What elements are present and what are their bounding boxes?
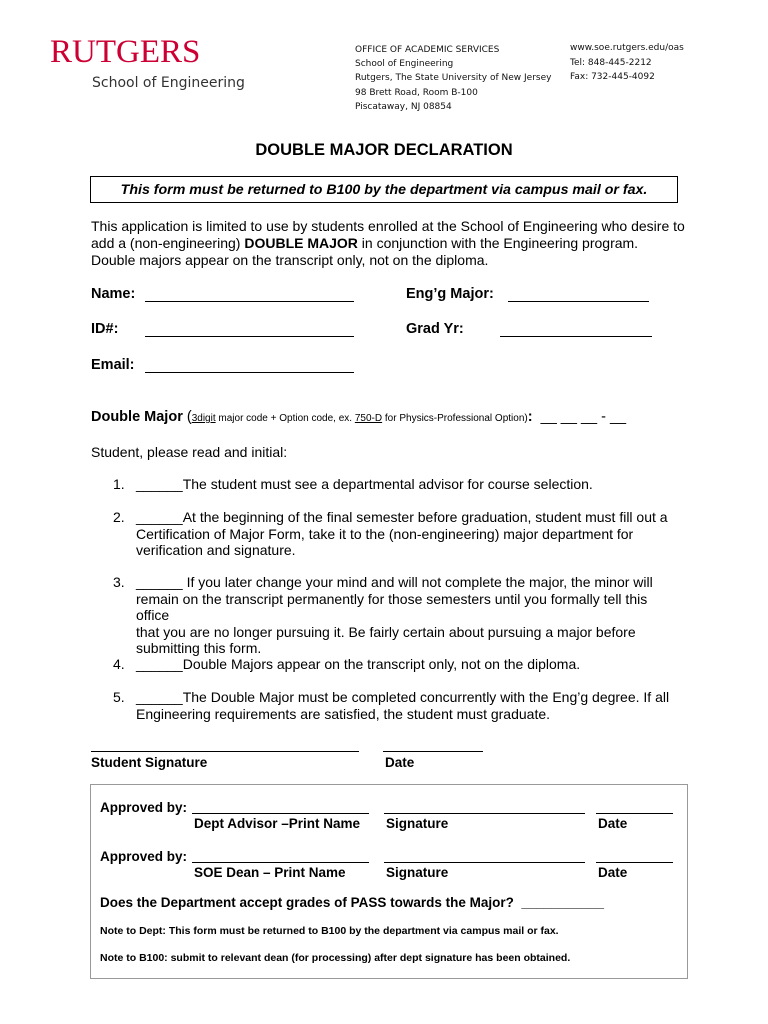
grad-yr-field[interactable]	[500, 336, 652, 337]
item-number: 4.	[113, 656, 125, 672]
date-label: Date	[598, 865, 628, 880]
signature-label: Signature	[386, 865, 449, 880]
student-signature-field[interactable]	[91, 751, 359, 752]
form-title: DOUBLE MAJOR DECLARATION	[255, 141, 513, 159]
item-number: 5.	[113, 689, 125, 705]
item-line: ______The student must see a departmental advisor for course selection.	[136, 476, 593, 492]
id-field[interactable]	[145, 336, 354, 337]
intro-paragraph	[91, 218, 691, 269]
email-field[interactable]	[145, 372, 354, 373]
telephone: Tel: 848-445-2212	[570, 57, 652, 68]
item-text	[136, 509, 676, 559]
double-major-code-row	[91, 409, 626, 425]
code-example: 750-D	[354, 413, 383, 424]
student-date-field[interactable]	[383, 751, 483, 752]
paren: (	[182, 409, 192, 425]
item-text	[136, 656, 676, 673]
office-address	[355, 43, 551, 114]
id-label: ID#:	[91, 321, 119, 337]
item-line: that you are no longer pursuing it. Be fairly certain about pursuing a major before	[136, 623, 636, 640]
item-line: submitting this form.	[136, 640, 262, 656]
item-text	[136, 574, 676, 657]
office-line: 98 Brett Road, Room B-100	[355, 87, 478, 98]
item-line: Certification of Major Form, take it to the (non-engineering) major department for	[136, 525, 634, 542]
dept-advisor-date-field[interactable]	[596, 813, 673, 814]
student-date-label: Date	[385, 755, 415, 770]
colon: :	[527, 409, 533, 425]
dept-advisor-name-field[interactable]	[192, 813, 369, 814]
office-contact	[570, 41, 684, 85]
pass-answer-field[interactable]: ___________	[521, 895, 604, 910]
office-line: Rutgers, The State University of New Jersey	[355, 73, 552, 84]
soe-dean-signature-field[interactable]	[384, 862, 585, 863]
school-name: School of Engineering	[92, 75, 245, 91]
office-line: Piscataway, NJ 08854	[355, 101, 452, 112]
intro-text: in conjunction with the Engineering program.	[357, 235, 639, 251]
pass-question-text: Does the Department accept grades of PASS towards the Major?	[100, 895, 514, 910]
double-major-emphasis: DOUBLE MAJOR	[244, 235, 358, 251]
dept-advisor-signature-field[interactable]	[384, 813, 585, 814]
approved-by-label: Approved by:	[100, 800, 188, 815]
rutgers-logo-wordmark: RUTGERS	[50, 34, 201, 70]
return-notice-text: This form must be returned to B100 by the department via campus mail or fax.	[120, 181, 648, 198]
website: www.soe.rutgers.edu/oas	[570, 43, 684, 53]
soe-dean-name-field[interactable]	[192, 862, 369, 863]
item-line: verification and signature.	[136, 542, 296, 558]
item-line: Engineering requirements are satisfied, the student must graduate.	[136, 705, 551, 722]
name-field[interactable]	[145, 301, 354, 302]
item-text	[136, 476, 676, 493]
engg-major-label: Eng’g Major:	[406, 286, 494, 302]
engg-major-field[interactable]	[508, 301, 649, 302]
date-label: Date	[598, 816, 628, 831]
soe-dean-date-field[interactable]	[596, 862, 673, 863]
item-text	[136, 689, 676, 722]
return-notice-box	[90, 176, 678, 203]
note-to-b100: Note to B100: submit to relevant dean (for processing) after dept signature has been obtained.	[100, 952, 571, 964]
intro-line	[91, 235, 691, 252]
item-line: ______ If you later change your mind and will not complete the major, the minor will	[136, 574, 653, 590]
note-to-dept: Note to Dept: This form must be returned to B100 by the department via campus mail or fax.	[100, 925, 559, 937]
fax: Fax: 732-445-4092	[570, 72, 655, 83]
office-line: School of Engineering	[355, 59, 454, 70]
item-line: ______At the beginning of the final semester before graduation, student must fill out a	[136, 509, 668, 525]
office-line: OFFICE OF ACADEMIC SERVICES	[355, 45, 500, 55]
email-label: Email:	[91, 357, 135, 373]
item-line: ______The Double Major must be completed concurrently with the Eng’g degree. If all	[136, 689, 670, 705]
approved-by-label: Approved by:	[100, 849, 188, 864]
intro-text: add a (non-engineering)	[91, 235, 245, 251]
dept-advisor-label: Dept Advisor –Print Name	[194, 816, 361, 831]
signature-label: Signature	[386, 816, 449, 831]
code-note: for Physics-Professional Option)	[382, 413, 528, 424]
pass-question	[100, 895, 604, 910]
double-major-label: Double Major	[91, 409, 183, 425]
item-number: 3.	[113, 574, 125, 590]
double-major-code-field[interactable]: __ __ __ - __	[540, 409, 627, 425]
grad-yr-label: Grad Yr:	[406, 321, 464, 337]
item-number: 1.	[113, 476, 125, 492]
soe-dean-label: SOE Dean – Print Name	[194, 865, 346, 880]
item-number: 2.	[113, 509, 125, 525]
student-signature-label: Student Signature	[91, 755, 208, 770]
item-line: ______Double Majors appear on the transcript only, not on the diploma.	[136, 656, 581, 672]
intro-line: This application is limited to use by students enrolled at the School of Engineering who desire to	[91, 218, 685, 234]
item-line: remain on the transcript permanently for those semesters until you formally tell this office	[136, 590, 648, 623]
read-prompt: Student, please read and initial:	[91, 444, 288, 460]
intro-line: Double majors appear on the transcript only, not on the diploma.	[91, 252, 489, 268]
code-note: 3digit	[191, 413, 216, 424]
name-label: Name:	[91, 286, 136, 302]
code-note: major code + Option code, ex.	[215, 413, 355, 424]
